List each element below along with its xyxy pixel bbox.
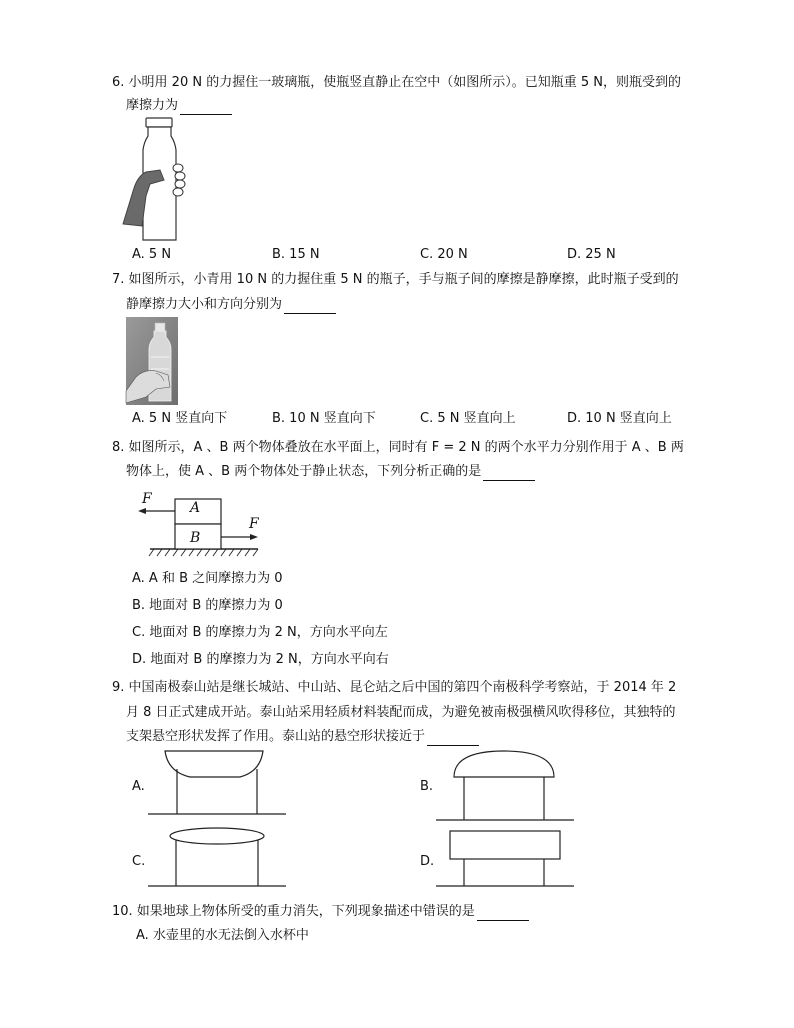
q9-stem-text: 支架悬空形状发挥了作用。泰山站的悬空形状接近于	[126, 729, 426, 744]
q8-stem-line1: 8. 如图所示，A 、B 两个物体叠放在水平面上，同时有 F = 2 N 的两个水平力分别作用于 A 、B 两	[112, 440, 684, 455]
q7-option-c[interactable]: C. 5 N 竖直向上	[420, 411, 516, 426]
q6-option-a[interactable]: A. 5 N	[132, 247, 172, 262]
q8-option-b[interactable]: B. 地面对 B 的摩擦力为 0	[132, 598, 283, 613]
q9-option-b-figure[interactable]	[436, 750, 576, 822]
answer-blank	[477, 906, 529, 921]
q6-option-c[interactable]: C. 20 N	[420, 247, 468, 262]
q6-stem-line1: 6. 小明用 20 N 的力握住一玻璃瓶，使瓶竖直静止在空中（如图所示）。已知瓶重 5 N，则瓶受到的	[112, 75, 681, 90]
q9-option-a-figure[interactable]	[148, 750, 288, 818]
q7-stem-line1: 7. 如图所示，小青用 10 N 的力握住重 5 N 的瓶子，手与瓶子间的摩擦是静摩擦，此时瓶子受到的	[112, 272, 679, 287]
q6-option-b[interactable]: B. 15 N	[272, 247, 320, 262]
q8-blocks-figure	[136, 488, 266, 560]
q7-option-d[interactable]: D. 10 N 竖直向上	[567, 411, 672, 426]
q7-stem-text: 静摩擦力大小和方向分别为	[126, 297, 283, 312]
q9-option-a-label[interactable]: A.	[132, 779, 145, 794]
q9-option-c-label[interactable]: C.	[132, 854, 146, 869]
q8-stem-text: 物体上，使 A 、B 两个物体处于静止状态，下列分析正确的是	[126, 464, 482, 479]
q9-option-d-figure[interactable]	[436, 828, 576, 888]
q8-option-a[interactable]: A. A 和 B 之间摩擦力为 0	[132, 571, 283, 586]
q8-stem-line2	[126, 463, 535, 481]
q9-option-c-figure[interactable]	[148, 826, 288, 888]
q10-stem-line1	[112, 903, 529, 921]
q7-option-a[interactable]: A. 5 N 竖直向下	[132, 411, 228, 426]
q6-bottle-hand-figure	[120, 116, 190, 244]
q8-option-d[interactable]: D. 地面对 B 的摩擦力为 2 N，方向水平向右	[132, 652, 389, 667]
q6-stem-line2	[126, 97, 232, 115]
q8-block-b-label: B	[190, 530, 201, 546]
q7-bottle-photo	[126, 317, 178, 405]
q8-block-a-label: A	[190, 500, 201, 516]
q6-stem-text: 摩擦力为	[126, 98, 179, 113]
q9-option-b-label[interactable]: B.	[420, 779, 434, 794]
q9-stem-line1: 9. 中国南极泰山站是继长城站、中山站、昆仑站之后中国的第四个南极科学考察站，于 2014 年 2	[112, 680, 677, 695]
answer-blank	[284, 299, 336, 314]
q8-force-left-label: F	[142, 491, 152, 507]
q9-stem-line2: 月 8 日正式建成开站。泰山站采用轻质材料装配而成，为避免被南极强横风吹得移位，其独特的	[126, 705, 676, 720]
q6-option-d[interactable]: D. 25 N	[567, 247, 616, 262]
answer-blank	[483, 466, 535, 481]
q8-option-c[interactable]: C. 地面对 B 的摩擦力为 2 N，方向水平向左	[132, 625, 388, 640]
q8-force-right-label: F	[249, 516, 259, 532]
q7-option-b[interactable]: B. 10 N 竖直向下	[272, 411, 376, 426]
q7-stem-line2	[126, 296, 336, 314]
answer-blank	[180, 100, 232, 115]
q10-option-a[interactable]: A. 水壶里的水无法倒入水杯中	[136, 928, 309, 943]
q9-option-d-label[interactable]: D.	[420, 854, 435, 869]
q10-stem-text: 10. 如果地球上物体所受的重力消失，下列现象描述中错误的是	[112, 904, 475, 919]
q9-stem-line3	[126, 728, 479, 746]
answer-blank	[427, 731, 479, 746]
